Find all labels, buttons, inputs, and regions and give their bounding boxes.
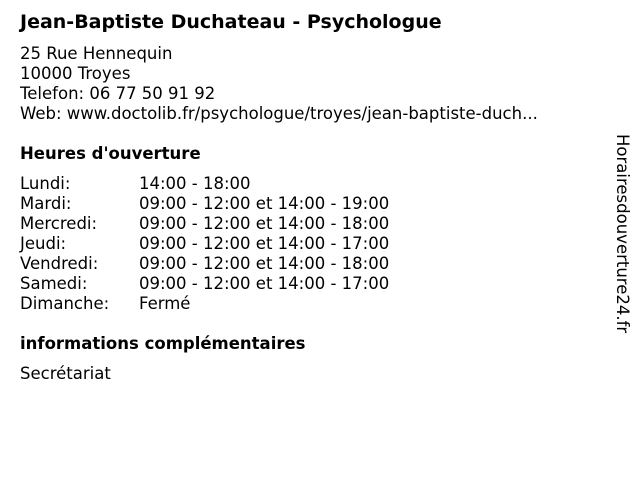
additional-info-value: Secrétariat — [20, 364, 111, 383]
day-label: Vendredi: — [20, 254, 99, 273]
street-address: 25 Rue Hennequin — [20, 44, 173, 63]
hours-value: 09:00 - 12:00 et 14:00 - 17:00 — [139, 274, 390, 293]
website-link: Web: www.doctolib.fr/psychologue/troyes/jean-baptiste-duch... — [20, 104, 538, 123]
site-watermark — [606, 134, 640, 374]
additional-info-heading: informations complémentaires — [20, 334, 306, 353]
address-block — [20, 44, 538, 124]
hours-value: 14:00 - 18:00 — [139, 174, 251, 193]
hours-value: Fermé — [139, 294, 191, 313]
phone-number: Telefon: 06 77 50 91 92 — [20, 84, 216, 103]
day-label: Lundi: — [20, 174, 71, 193]
city-postcode: 10000 Troyes — [20, 64, 131, 83]
business-title: Jean-Baptiste Duchateau - Psychologue — [20, 11, 442, 33]
opening-hours-heading: Heures d'ouverture — [20, 144, 201, 163]
site-watermark-text: Horairesdouverture24.fr — [613, 134, 632, 334]
hours-value: 09:00 - 12:00 et 14:00 - 19:00 — [139, 194, 390, 213]
hours-value: 09:00 - 12:00 et 14:00 - 18:00 — [139, 214, 390, 233]
day-label: Dimanche: — [20, 294, 110, 313]
day-label: Jeudi: — [20, 234, 67, 253]
hours-value: 09:00 - 12:00 et 14:00 - 18:00 — [139, 254, 390, 273]
day-label: Mercredi: — [20, 214, 98, 233]
hours-value: 09:00 - 12:00 et 14:00 - 17:00 — [139, 234, 390, 253]
day-label: Samedi: — [20, 274, 88, 293]
day-label: Mardi: — [20, 194, 72, 213]
